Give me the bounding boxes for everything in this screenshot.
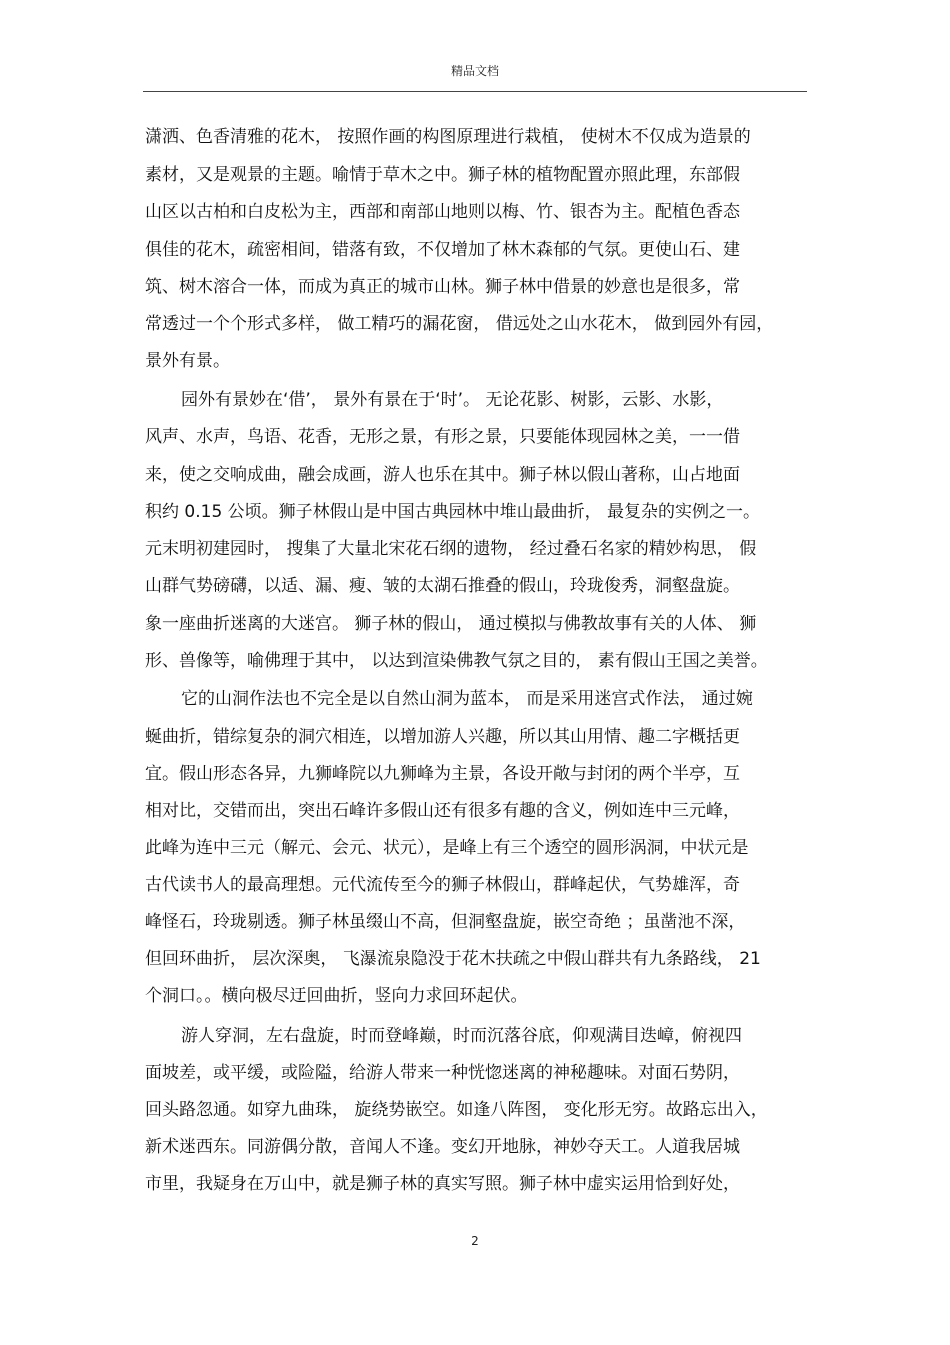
text-line: 此峰为连中三元（解元、会元、状元），是峰上有三个透空的圆形涡洞，中状元是 bbox=[145, 838, 749, 858]
text-line: 面坡差，或平缓，或险隘，给游人带来一种恍惚迷离的神秘趣味。对面石势阴， bbox=[145, 1063, 740, 1083]
text-line: 景外有景。 bbox=[145, 351, 230, 371]
text-line: 风声、水声，鸟语、花香，无形之景，有形之景，只要能体现园林之美，一一借 bbox=[145, 427, 740, 447]
header-divider bbox=[143, 91, 807, 92]
text-line: 常透过一个个形式多样， 做工精巧的漏花窗， 借远处之山水花木， 做到园外有园， bbox=[145, 314, 774, 334]
text-line: 俱佳的花木，疏密相间，错落有致，不仅增加了林木森郁的气氛。更使山石、建 bbox=[145, 240, 740, 260]
text-line: 山区以古柏和白皮松为主，西部和南部山地则以梅、竹、银杏为主。配植色香态 bbox=[145, 202, 740, 222]
text-line: 山群气势磅礴，以适、漏、瘦、皱的太湖石推叠的假山，玲珑俊秀，洞壑盘旋。 bbox=[145, 576, 740, 596]
text-line: 个洞口。。横向极尽迂回曲折，竖向力求回环起伏。 bbox=[145, 986, 528, 1006]
text-line: 新术迷西东。同游偶分散，音闻人不逢。变幻开地脉，神妙夺天工。人道我居城 bbox=[145, 1137, 740, 1157]
text-line: 积约 0.15 公顷。狮子林假山是中国古典园林中堆山最曲折， 最复杂的实例之一。 bbox=[145, 502, 761, 522]
paragraph-first-line: 它的山洞作法也不完全是以自然山洞为蓝本， 而是采用迷宫式作法， 通过婉 bbox=[181, 689, 753, 709]
text-line: 回头路忽通。如穿九曲珠， 旋绕势嵌空。如逢八阵图， 变化形无穷。故路忘出入， bbox=[145, 1100, 768, 1120]
text-line: 但回环曲折， 层次深奥， 飞瀑流泉隐没于花木扶疏之中假山群共有九条路线， 21 bbox=[145, 949, 761, 969]
page-number: 2 bbox=[471, 1234, 479, 1248]
text-line: 素材，又是观景的主题。喻情于草木之中。狮子林的植物配置亦照此理，东部假 bbox=[145, 165, 740, 185]
text-line: 市里，我疑身在万山中，就是狮子林的真实写照。狮子林中虚实运用恰到好处， bbox=[145, 1174, 740, 1194]
page-header: 精品文档 bbox=[450, 64, 499, 78]
text-line: 潇洒、色香清雅的花木， 按照作画的构图原理进行栽植， 使树木不仅成为造景的 bbox=[145, 127, 751, 147]
text-line: 相对比，交错而出，突出石峰许多假山还有很多有趣的含义，例如连中三元峰， bbox=[145, 801, 740, 821]
text-line: 元末明初建园时， 搜集了大量北宋花石纲的遗物， 经过叠石名家的精妙构思， 假 bbox=[145, 539, 757, 559]
text-line: 来，使之交响成曲，融会成画，游人也乐在其中。狮子林以假山著称，山占地面 bbox=[145, 465, 740, 485]
text-line: 峰怪石，玲珑剔透。狮子林虽缀山不高，但洞壑盘旋，嵌空奇绝 ；虽凿池不深， bbox=[145, 912, 746, 932]
text-line: 象一座曲折迷离的大迷宫。 狮子林的假山， 通过模拟与佛教故事有关的人体、 狮 bbox=[145, 614, 757, 634]
paragraph-first-line: 园外有景妙在‘借’， 景外有景在于‘时’。 无论花影、树影，云影、水影， bbox=[181, 390, 724, 410]
text-line: 形、兽像等，喻佛理于其中， 以达到渲染佛教气氛之目的， 素有假山王国之美誉。 bbox=[145, 651, 768, 671]
text-line: 古代读书人的最高理想。元代流传至今的狮子林假山，群峰起伏，气势雄浑，奇 bbox=[145, 875, 740, 895]
paragraph-first-line: 游人穿洞，左右盘旋，时而登峰巅，时而沉落谷底，仰观满目迭嶂，俯视四 bbox=[181, 1026, 742, 1046]
text-line: 蜒曲折，错综复杂的洞穴相连，以增加游人兴趣，所以其山用情、趣二字概括更 bbox=[145, 727, 740, 747]
text-line: 宜。假山形态各异，九狮峰院以九狮峰为主景，各设开敞与封闭的两个半亭，互 bbox=[145, 764, 740, 784]
text-line: 筑、树木溶合一体，而成为真正的城市山林。狮子林中借景的妙意也是很多，常 bbox=[145, 277, 740, 297]
